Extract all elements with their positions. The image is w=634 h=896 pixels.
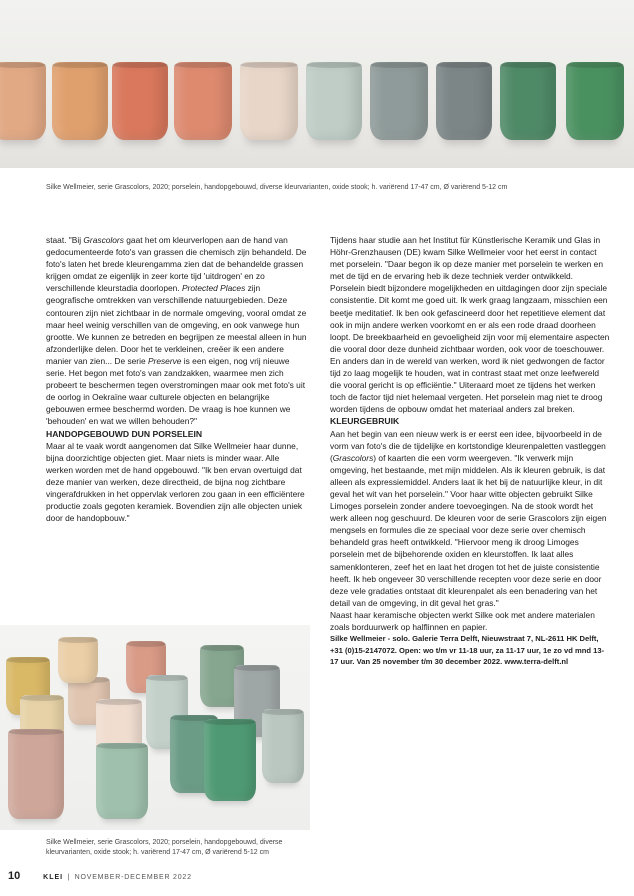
porcelain-vessel xyxy=(58,637,98,683)
porcelain-vessel xyxy=(370,62,428,140)
porcelain-vessel xyxy=(8,729,64,819)
porcelain-vessel xyxy=(174,62,232,140)
left-paragraph-2: Maar al te vaak wordt aangenomen dat Silke Wellmeier haar dunne, bijna doorzichtige objecten giet. Maar niets is minder waar. Alle werken worden met de hand opgebouwd. "Ik ben ervan overtuigd dat deze manier van werken, deze directheid, de bijna nog zichtbare vingerafdrukken in het oppervlak verloren zou gaan in een efficiëntere productie zoals gegoten keramiek. Bovendien zijn alle objecten uniek door de handopbouw." xyxy=(46,440,305,524)
porcelain-vessel xyxy=(306,62,362,140)
top-photo-grascolors xyxy=(0,0,634,168)
porcelain-vessel xyxy=(500,62,556,140)
porcelain-vessel xyxy=(112,62,168,140)
footer-separator: | xyxy=(67,874,71,881)
issue-date: NOVEMBER-DECEMBER 2022 xyxy=(74,874,192,881)
porcelain-vessel xyxy=(204,719,256,801)
exhibition-info: Silke Wellmeier - solo. Galerie Terra Delft, Nieuwstraat 7, NL-2611 HK Delft, +31 (0)15-2147072. Open: wo t/m vr 11-18 uur, za 11-17 uur, 1e zo vd mnd 13-17 uur. Van 25 november t/m 30 december 2022. www.terra-delft.nl xyxy=(330,634,605,667)
porcelain-vessel xyxy=(436,62,492,140)
page-footer xyxy=(8,866,308,882)
porcelain-vessel xyxy=(96,743,148,819)
right-paragraph-2: Aan het begin van een nieuw werk is er eerst een idee, bijvoorbeeld in de vorm van foto's die de tijdelijke en kortstondige kleurenpaletten vastleggen (Grascolors) of kaarten die een vorm weergeven. "Ik verwerk mijn omgeving, het bestaande, met mijn middelen. Als ik kleuren gebruik, is dat alleen als expressiemiddel. Anders laat ik het bij de natuurlijke kleur, in dit geval het wit van het porselein." Voor haar witte objecten gebruikt Silke Limoges porselein zonder andere toevoegingen. Na de stook wordt het werk alleen nog geschuurd. De kleuren voor de serie Grascolors zijn eigen mengsels en formules die ze speciaal voor deze serie over chemisch behandeld gras heeft ontwikkeld. "Hiervoor meng ik droog Limoges porselein met de bijbehorende oxiden en kleurstoffen. Ik laat alles samenklonteren, zeef het en laat het drogen tot het de juiste consistentie heeft. Ik heb ongeveer 30 verschillende recepten voor deze serie en door deze vele gradaties ontstaat dit kleurenpalet als een benadering van het detail van de omgeving, in dit geval het gras." xyxy=(330,428,607,608)
magazine-name: KLEI xyxy=(43,874,64,881)
bottom-photo-caption: Silke Wellmeier, serie Grascolors, 2020; porselein, handopgebouwd, diverse kleurvarianten, oxide stook; h. variërend 17-47 cm, Ø variërend 5-12 cm xyxy=(46,839,283,856)
left-column xyxy=(46,234,308,524)
right-paragraph-3: Naast haar keramische objecten werkt Silke ook met andere materialen zoals borduurwerk op halflinnen en papier. xyxy=(330,609,595,632)
porcelain-vessel xyxy=(566,62,624,140)
left-paragraph-1: staat. "Bij Grascolors gaat het om kleurverlopen aan de hand van gedocumenteerde foto's van grassen die chemisch zijn behandeld. De foto's laten het brede kleurengamma zien dat de behandelde grassen krijgen omdat ze eigenlijk in zeer korte tijd 'uitdrogen' en zo verschillende kleurstadia doorlopen. Protected Places zijn geografische omtrekken van verschillende natuurgebieden. Deze contouren zijn niet zichtbaar in de normale omgeving, vooral omdat ze maar heel weinig verschillen van de omgeving, en ook vanwege hun grootte. We kunnen ze betreden en begrijpen ze meestal alleen in hun afzonderlijke delen. Door het te verkleinen, creëer ik een andere manier van zien... De serie Preserve is een eigen, nog vrij nieuwe serie. Het begon met foto's van zandzakken, waarmee men zich probeert te beschermen tegen overstromingen maar ook met foto's uit de oorlog in Oekraïne waar culturele objecten en belangrijke gebouwen ermee beschermd worden. De vraag is hoe kunnen we 'behouden' en wat we willen behouden?" xyxy=(46,235,307,427)
porcelain-vessel xyxy=(262,709,304,783)
porcelain-vessel xyxy=(52,62,108,140)
bottom-photo-grascolors xyxy=(0,625,310,830)
porcelain-vessel xyxy=(240,62,298,140)
page-number: 10 xyxy=(8,870,21,882)
right-paragraph-1: Tijdens haar studie aan het Institut für Künstlerische Keramik und Glas in Höhr-Grenzhausen (DE) kwam Silke Wellmeier voor het eerst in contact met porselein. "Daar begon ik op deze manier met porselein te werken en met de tijd en de ervaring heb ik deze techniek verder ontwikkeld. Porselein biedt bijzondere mogelijkheden en uitdagingen door zijn speciale consistentie. Dit komt me goed uit. Ik werk graag langzaam, misschien een beetje meditatief. Ik ben ook gefascineerd door het repetitieve element dat ook in mijn andere werken voorkomt en er als een rode draad doorheen loopt. De breekbaarheid en gevoeligheid zijn voor mij elementaire aspecten die vooral door deze dunheid zichtbaar worden, ook voor de toeschouwer. En anders dan in de wereld van werken, word ik niet gedwongen de factor tijd zo laag mogelijk te houden, wat in contrast staat met onze leefwereld die vooral gericht is op efficiëntie." Uiteraard moet ze tijdens het werken toch de factor tijd niet helemaal vergeten. Het porselein mag niet te droog worden tijdens de opbouw omdat het materiaal anders zal breken. xyxy=(330,235,610,415)
section-heading-handopgebouwd: HANDOPGEBOUWD DUN PORSELEIN xyxy=(46,428,203,439)
section-heading-kleurgebruik: KLEURGEBRUIK xyxy=(330,416,400,427)
top-photo-caption: Silke Wellmeier, serie Grascolors, 2020; porselein, handopgebouwd, diverse kleurvarianten, oxide stook; h. variërend 17-47 cm, Ø variërend 5-12 cm xyxy=(46,184,508,191)
porcelain-vessel xyxy=(0,62,46,140)
right-column xyxy=(330,234,610,668)
